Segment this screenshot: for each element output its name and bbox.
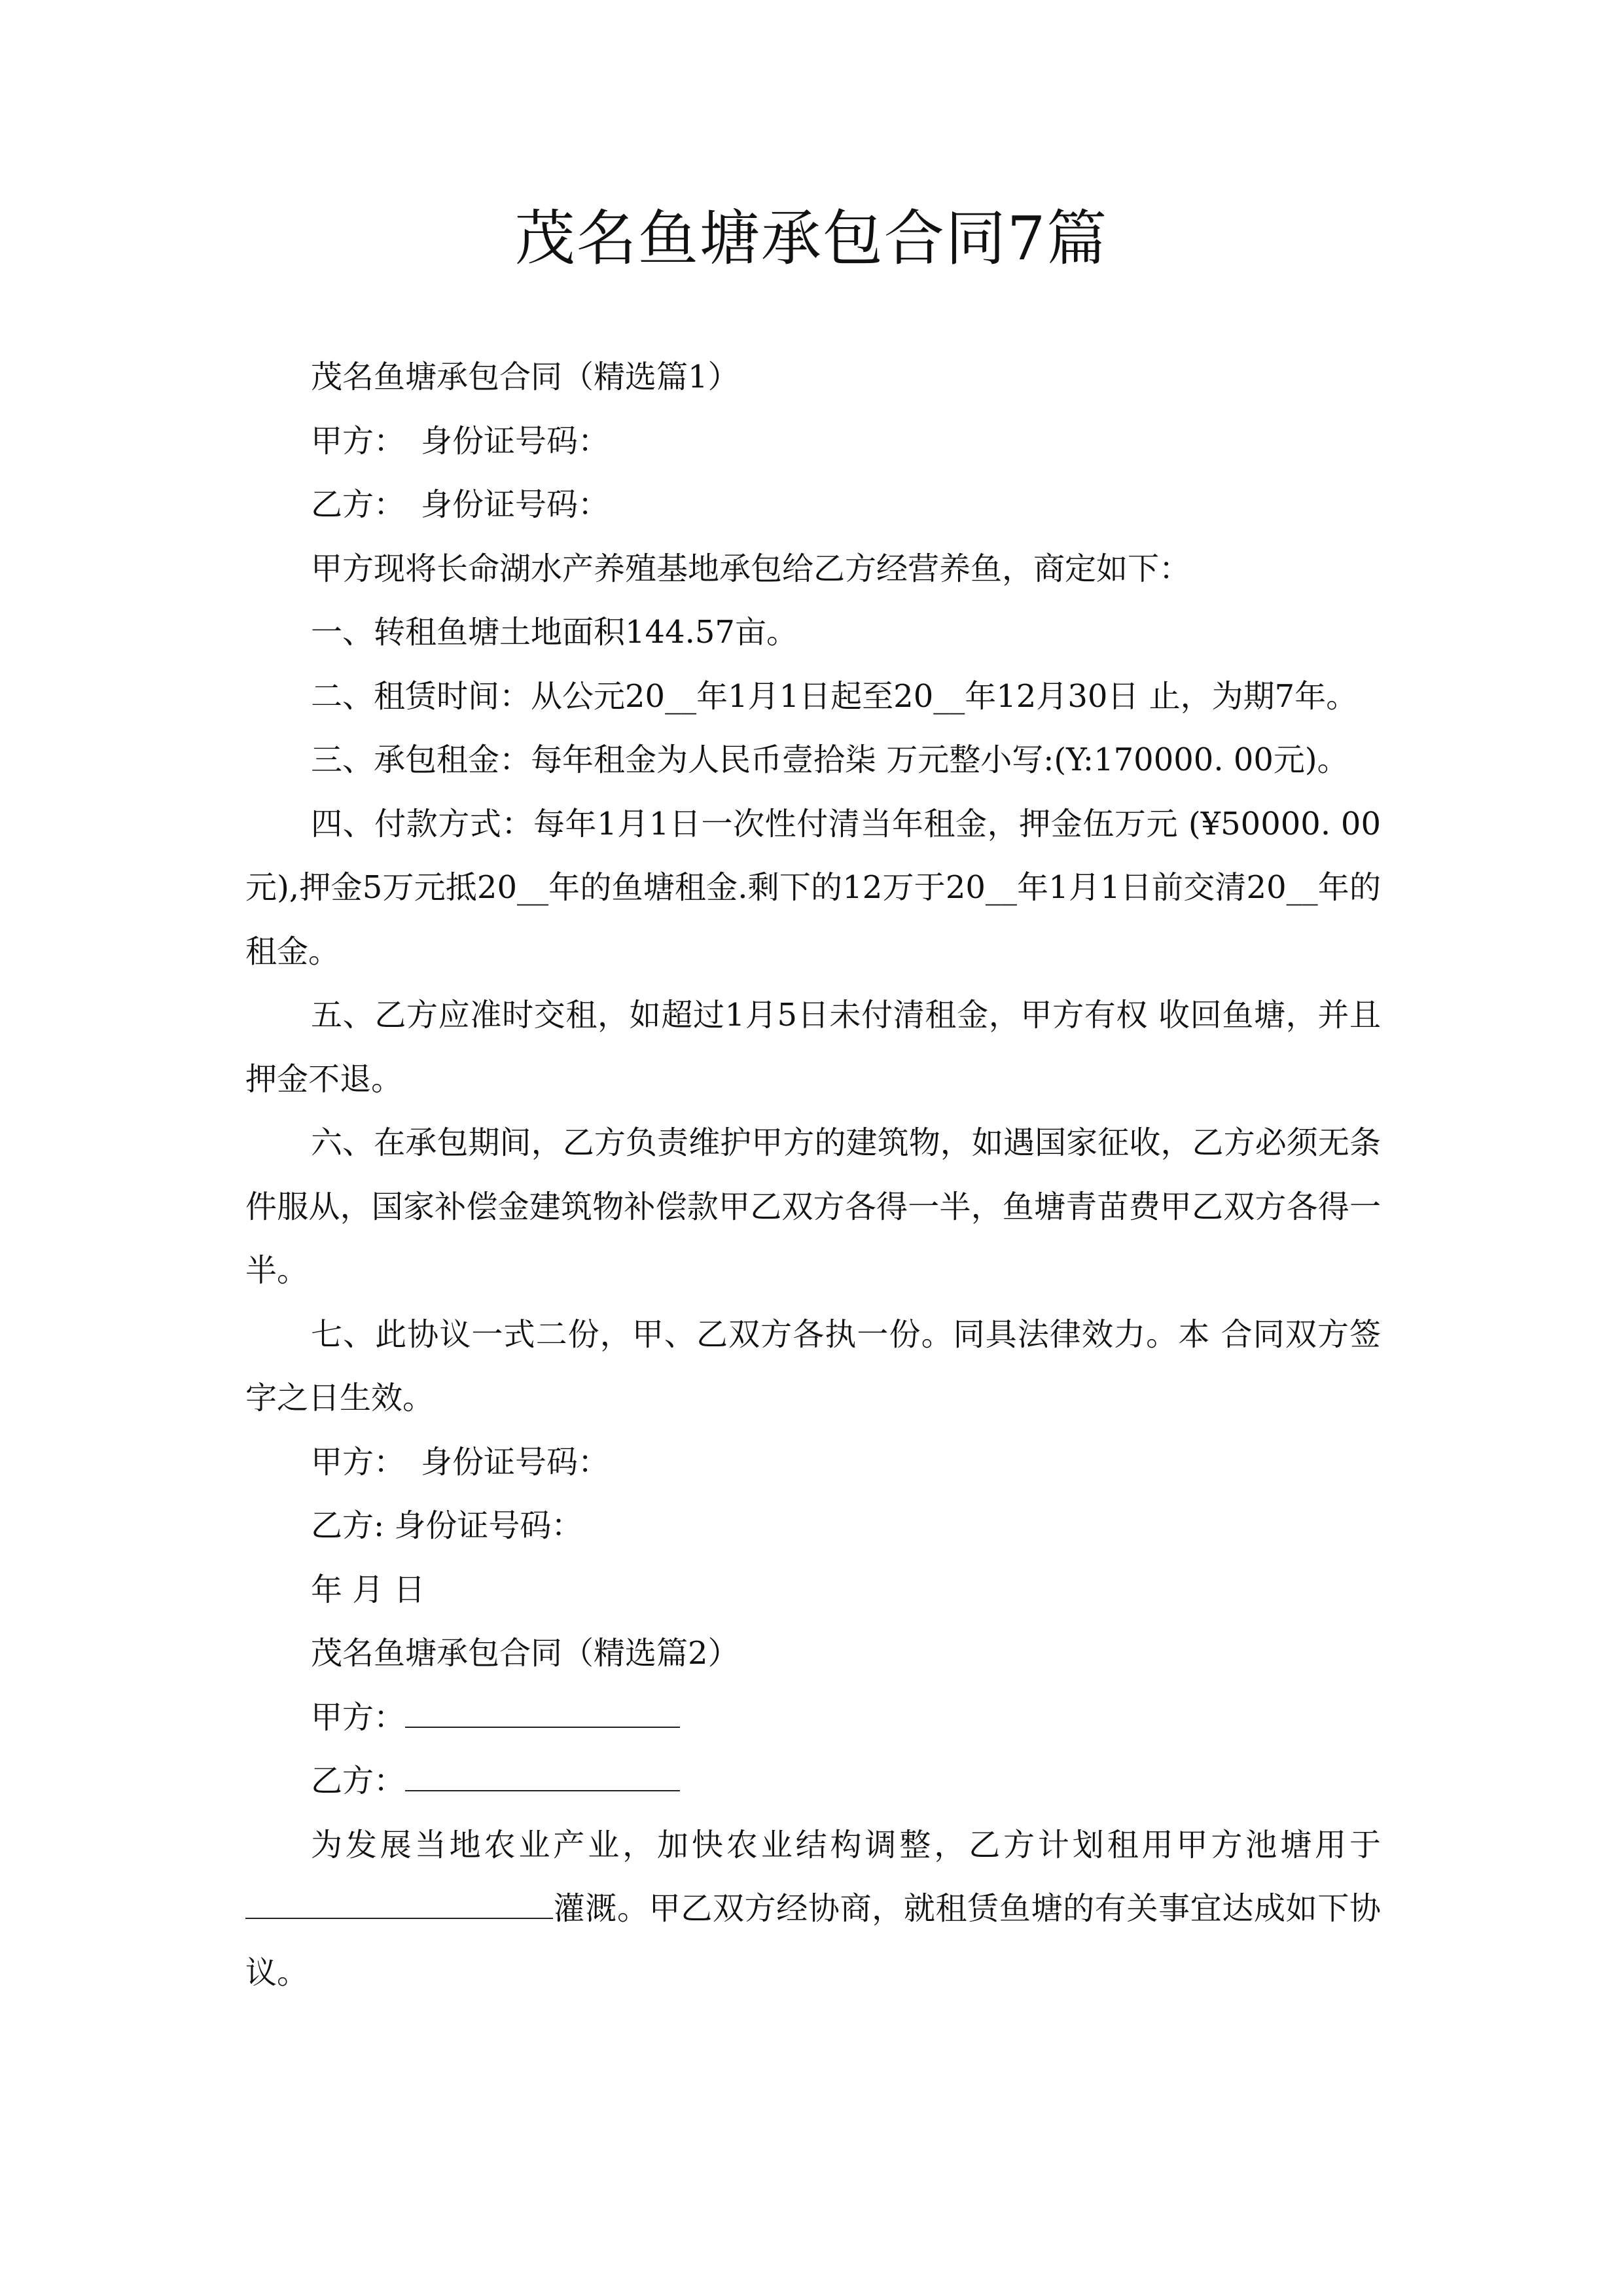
party-a-label: 甲方： [311, 1698, 406, 1736]
signature-party-b: 乙方: 身份证号码： [311, 1507, 583, 1544]
clause-4: 四、付款方式：每年1月1日一次性付清当年租金，押金伍万元 (¥50000. 00 元),押金5万元抵20__年的鱼塘租金.剩下的12万于20__年1月1日前交清20__年的租金。 [245, 805, 1381, 970]
clause-7: 七、此协议一式二份，甲、乙双方各执一份。同具法律效力。本 合同双方签字之日生效。 [245, 1316, 1381, 1416]
closing-paragraph-end: 灌溉。甲乙双方经协商，就租赁鱼塘的有关事宜达成如下协议。 [245, 1890, 1381, 1991]
party-a-blank-line [245, 1686, 1381, 1750]
document-body [245, 346, 1381, 2005]
party-b-line: 乙方： 身份证号码： [311, 486, 610, 523]
section-heading-1: 茂名鱼塘承包合同（精选篇1） [311, 359, 740, 395]
closing-paragraph-start: 为发展当地农业产业，加快农业结构调整，乙方计划租用甲方池塘用于 [311, 1826, 1381, 1863]
clause-5: 五、乙方应准时交租，如超过1月5日未付清租金，甲方有权 收回鱼塘，并且押金不退。 [245, 997, 1381, 1098]
signature-party-a: 甲方： 身份证号码： [311, 1443, 610, 1480]
party-a-blank [405, 1687, 680, 1728]
purpose-blank [245, 1878, 553, 1919]
clause-1: 一、转租鱼塘土地面积144.57亩。 [311, 614, 798, 651]
clause-6: 六、在承包期间，乙方负责维护甲方的建筑物，如遇国家征收，乙方必须无条件服从，国家补偿金建筑物补偿款甲乙双方各得一半，鱼塘青苗费甲乙双方各得一半。 [245, 1124, 1381, 1289]
clause-3: 三、承包租金：每年租金为人民币壹拾柒 万元整小写:(Y:170000. 00元)。 [311, 742, 1349, 778]
party-a-line: 甲方： 身份证号码： [311, 422, 610, 459]
signature-date: 年 月 日 [311, 1571, 425, 1608]
clause-2: 二、租赁时间：从公元20__年1月1日起至20__年12月30日 止，为期7年。 [311, 677, 1358, 715]
section-heading-2: 茂名鱼塘承包合同（精选篇2） [311, 1635, 740, 1672]
closing-paragraph [245, 1814, 1381, 2005]
intro-paragraph: 甲方现将长命湖水产养殖基地承包给乙方经营养鱼，商定如下： [311, 550, 1191, 587]
party-b-label: 乙方： [311, 1763, 406, 1799]
party-b-blank [405, 1751, 680, 1791]
party-b-blank-line [245, 1749, 1381, 1814]
document-title: 茂名鱼塘承包合同7篇 [514, 204, 1109, 274]
